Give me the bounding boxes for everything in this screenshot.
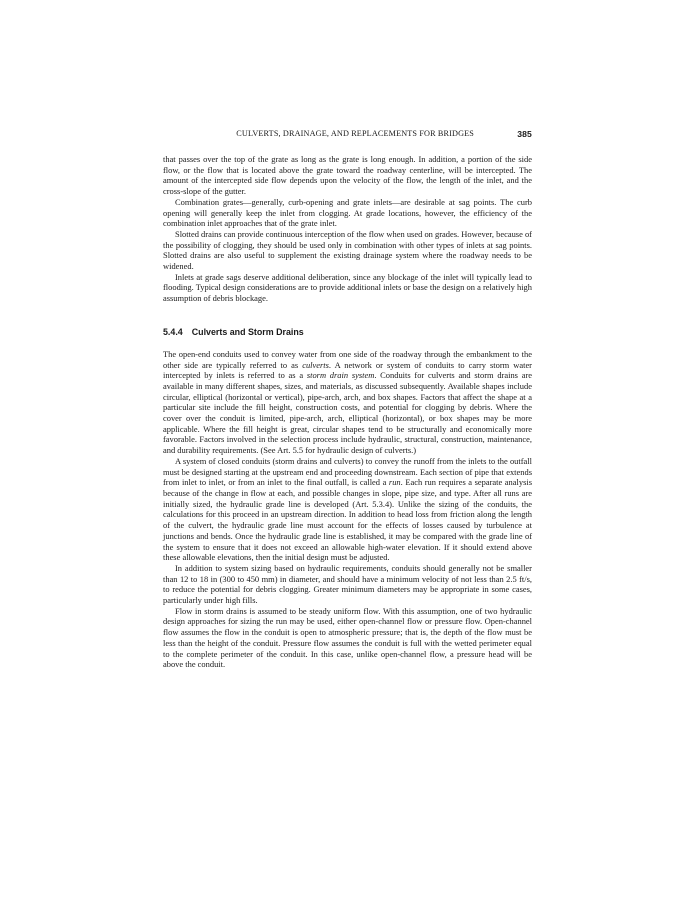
paragraph — [163, 456, 532, 563]
paragraph: that passes over the top of the grate as long as the grate is long enough. In addition, a portion of the side flow, or the flow that is located above the grate toward the roadway centerline, will be intercepted. The amount of the intercepted side flow depends upon the velocity of the flow, the length of the inlet, and the cross-slope of the gutter. — [163, 154, 532, 197]
paragraph: Inlets at grade sags deserve additional deliberation, since any blockage of the inlet will typically lead to flooding. Typical design considerations are to provide additional inlets or base the design on a relatively high assumption of debris blockage. — [163, 271, 532, 304]
text-run: The open-end conduits used to convey water from one side of the roadway through the embankment to the other side are typically referred to as — [163, 348, 532, 370]
emphasis: culverts — [302, 359, 329, 370]
paragraph — [163, 349, 532, 456]
page-number: 385 — [517, 129, 532, 139]
text-run: . A network or system of conduits to carry storm water intercepted by inlets is referred to as a — [163, 359, 532, 381]
paragraph: In addition to system sizing based on hydraulic requirements, conduits should generally not be smaller than 12 to 18 in (300 to 450 mm) in diameter, and should have a minimum velocity of not less than 2.5 ft/s, to reduce the potential for debris clogging. Greater minimum diameters may be appropriate in some cases, particularly under high fills. — [163, 562, 532, 606]
paragraph: Slotted drains can provide continuous interception of the flow when used on grades. However, because of the possibility of clogging, they should be used only in combination with other types of inlets at sag points. Slotted drains are also useful to supplement the existing drainage system where the roadway needs to be widened. — [163, 228, 532, 272]
section-heading — [163, 327, 532, 338]
text-run: . Conduits for culverts and storm drains are available in many different shapes, sizes, and materials, as discussed subsequently. Available shapes include circular, elliptical (horizontal or vertical), pipe-arch, arch, and box shapes. Factors that affect the shape at a particular site include the fill height, construction costs, and potential for clogging by debris. Where the cover over the conduit is limited, pipe-arch, arch, elliptical (horizontal), or box shapes may be more applicable. Where the fill height is great, circular shapes tend to be structurally and economically more favorable. Factors involved in the selection process include hydraulic, structural, construction, maintenance, and durability requirements. (See Art. 5.5 for hydraulic design of culverts.) — [163, 370, 532, 456]
section-number: 5.4.4 — [163, 326, 183, 337]
section-title: Culverts and Storm Drains — [191, 326, 304, 337]
paragraph: Combination grates—generally, curb-opening and grate inlets—are desirable at sag points. The curb opening will generally keep the inlet from clogging. At grade locations, however, the efficiency of the combination inlet approaches that of the grate inlet. — [163, 196, 532, 229]
body-text — [163, 154, 532, 670]
running-title: CULVERTS, DRAINAGE, AND REPLACEMENTS FOR BRIDGES — [236, 129, 474, 138]
paragraph: Flow in storm drains is assumed to be steady uniform flow. With this assumption, one of two hydraulic design approaches for sizing the run may be used, either open-channel flow or pressure flow. Open-channel flow assumes the flow in the conduit is open to atmospheric pressure; that is, the depth of the flow must be less than the height of the conduit. Pressure flow assumes the conduit is full with the wetted perimeter equal to the complete perimeter of the conduit. In this case, unlike open-channel flow, a pressure head will be above the conduit. — [163, 605, 532, 670]
text-run: A system of closed conduits (storm drains and culverts) to convey the runoff from the inlets to the outfall must be designed starting at the upstream end and proceeding downstream. Each section of pipe that extends from inlet to inlet, or from an inlet to the final outfall, is called a — [163, 455, 532, 488]
text-run: . Each run requires a separate analysis because of the change in flow at each, and possible changes in slope, pipe size, and type. After all runs are initially sized, the hydraulic grade line is developed (Art. 5.3.4). Unlike the sizing of the conduits, the calculations for this proceed in an upstream direction. In addition to head loss from friction along the length of the culvert, the hydraulic grade line must account for the effects of losses caused by turbulence at junctions and bends. Once the hydraulic grade line is established, it may be compared with the grade line of the system to ensure that it does not exceed an allowable high-water elevation. If it should extend above these allowable elevations, then the initial design must be adjusted. — [163, 477, 532, 563]
running-header — [163, 129, 532, 141]
emphasis: run — [388, 477, 401, 488]
emphasis: storm drain system — [306, 370, 375, 381]
